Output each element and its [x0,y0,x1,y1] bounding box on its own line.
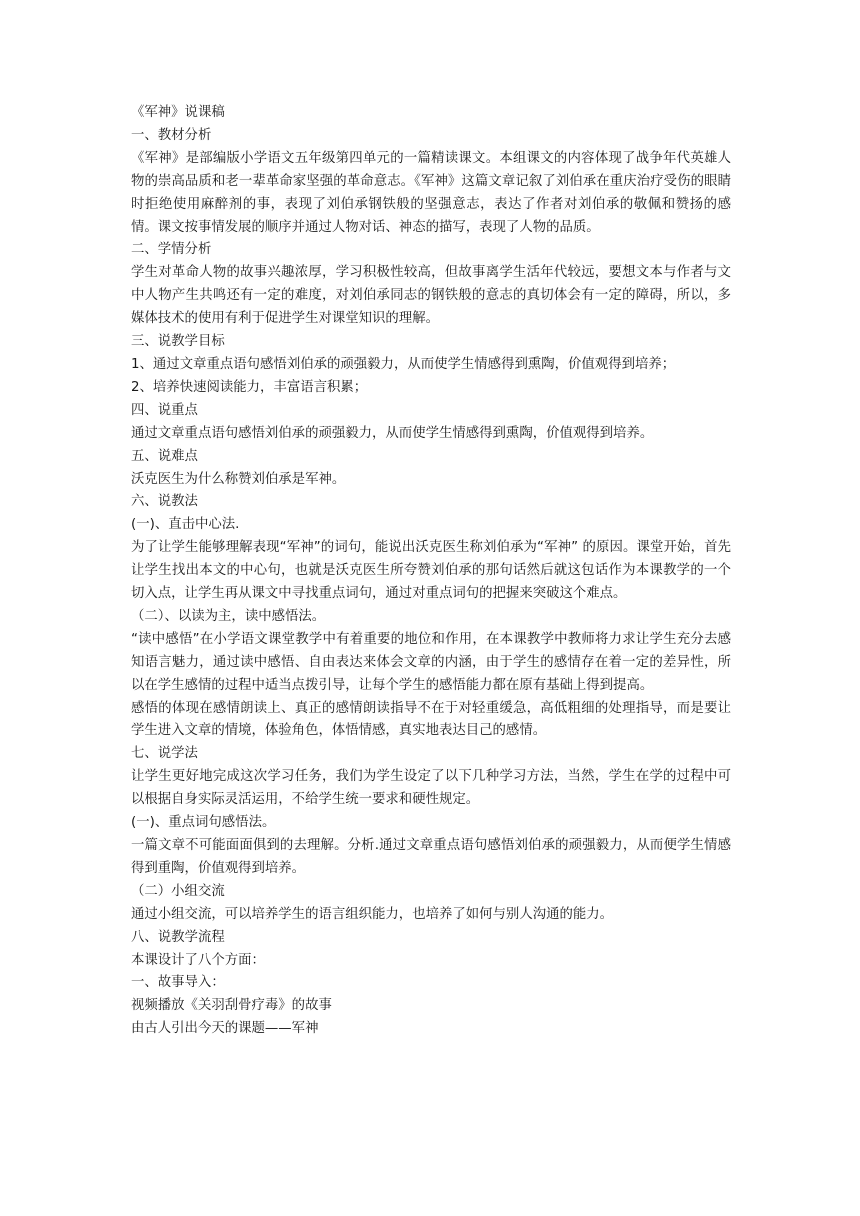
document-title: 《军神》说课稿 [131,105,225,120]
document-body [131,102,731,1041]
sub-heading: (一)、直击中心法. [131,517,240,533]
paragraph: 感悟的体现在感情朗读上、真正的感情朗读指导不在于对轻重缓急，高低粗细的处理指导，而是要让学生进入文章的情境，体验角色，体悟情感，真实地表达目己的感情。 [131,700,731,739]
sub-heading: (一)、重点词句感悟法。 [131,815,276,831]
paragraph: 通过小组交流，可以培养学生的语言组织能力，也培养了如何与别人沟通的能力。 [131,906,614,922]
paragraph: 学生对革命人物的故事兴趣浓厚，学习积极性较高，但故事离学生活年代较远，要想文本与作者与文中人物产生共鸣还有一定的难度，对刘伯承同志的钢铁般的意志的真切体会有一定的障碍，所以，多媒体技术的使用有利于促进学生对课堂知识的理解。 [131,265,731,327]
paragraph: 由古人引出今天的课题——军神 [131,1021,319,1037]
list-item: 1、通过文章重点语句感悟刘伯承的顽强毅力，从而使学生情感得到熏陶，价值观得到培养； [131,356,676,372]
paragraph: 让学生更好地完成这次学习任务，我们为学生设定了以下几种学习方法，当然，学生在学的过程中可以根据自身实际灵活运用，不给学生统一要求和硬性规定。 [131,769,731,808]
section-heading: 七、说学法 [131,746,198,762]
section-heading: 六、说教法 [131,494,198,510]
sub-heading: 一、故事导入： [131,975,225,991]
paragraph: 《军神》是部编版小学语文五年级第四单元的一篇精读课文。本组课文的内容体现了战争年代英雄人物的崇高品质和老一辈革命家坚强的革命意志。《军神》这篇文章记叙了刘伯承在重庆治疗受伤的眼睛时拒绝使用麻醉剂的事，表现了刘伯承钢铁般的坚强意志，表达了作者对刘伯承的敬佩和赞扬的感情。课文按事情发展的顺序并通过人物对话、神态的描写，表现了人物的品质。 [131,150,731,235]
paragraph: 沃克医生为什么称赞刘伯承是军神。 [131,471,346,487]
paragraph: 通过文章重点语句感悟刘伯承的顽强毅力，从而使学生情感得到熏陶，价值观得到培养。 [131,425,654,441]
section-heading: 八、说教学流程 [131,929,225,945]
section-heading: 五、说难点 [131,448,198,464]
section-heading: 二、学情分析 [131,242,212,258]
section-heading: 四、说重点 [131,402,198,418]
section-heading: 三、说教学目标 [131,334,225,350]
paragraph: 为了让学生能够理解表现“军神”的词句，能说出沃克医生称刘伯承为“军神” 的原因。课堂开始，首先让学生找出本文的中心句，也就是沃克医生所夸赞刘伯承的那句话然后就这包话作为本课教学的一个切入点，让学生再从课文中寻找重点词句，通过对重点词句的把握来突破这个难点。 [131,540,731,602]
sub-heading: （二）小组交流 [131,883,225,899]
paragraph: “读中感悟”在小学语文课堂教学中有着重要的地位和作用，在本课教学中教师将力求让学生充分去感知语言魅力，通过读中感悟、自由表达来体会文章的内涵，由于学生的感情存在着一定的差异性，所以在学生感情的过程中适当点拨引导，让每个学生的感悟能力都在原有基础上得到提高。 [131,631,731,693]
paragraph: 一篇文章不可能面面俱到的去理解。分析.通过文章重点语句感悟刘伯承的顽强毅力，从而便学生情感得到重陶，价值观得到培养。 [131,838,731,876]
section-heading: 一、教材分析 [131,127,212,143]
sub-heading: （二）、以读为主，读中感悟法。 [131,608,326,624]
paragraph: 本课设计了八个方面： [131,952,265,968]
paragraph: 视频播放《关羽刮骨疗毒》的故事 [131,998,332,1014]
list-item: 2、培养快速阅读能力，丰富语言积累； [131,379,368,395]
